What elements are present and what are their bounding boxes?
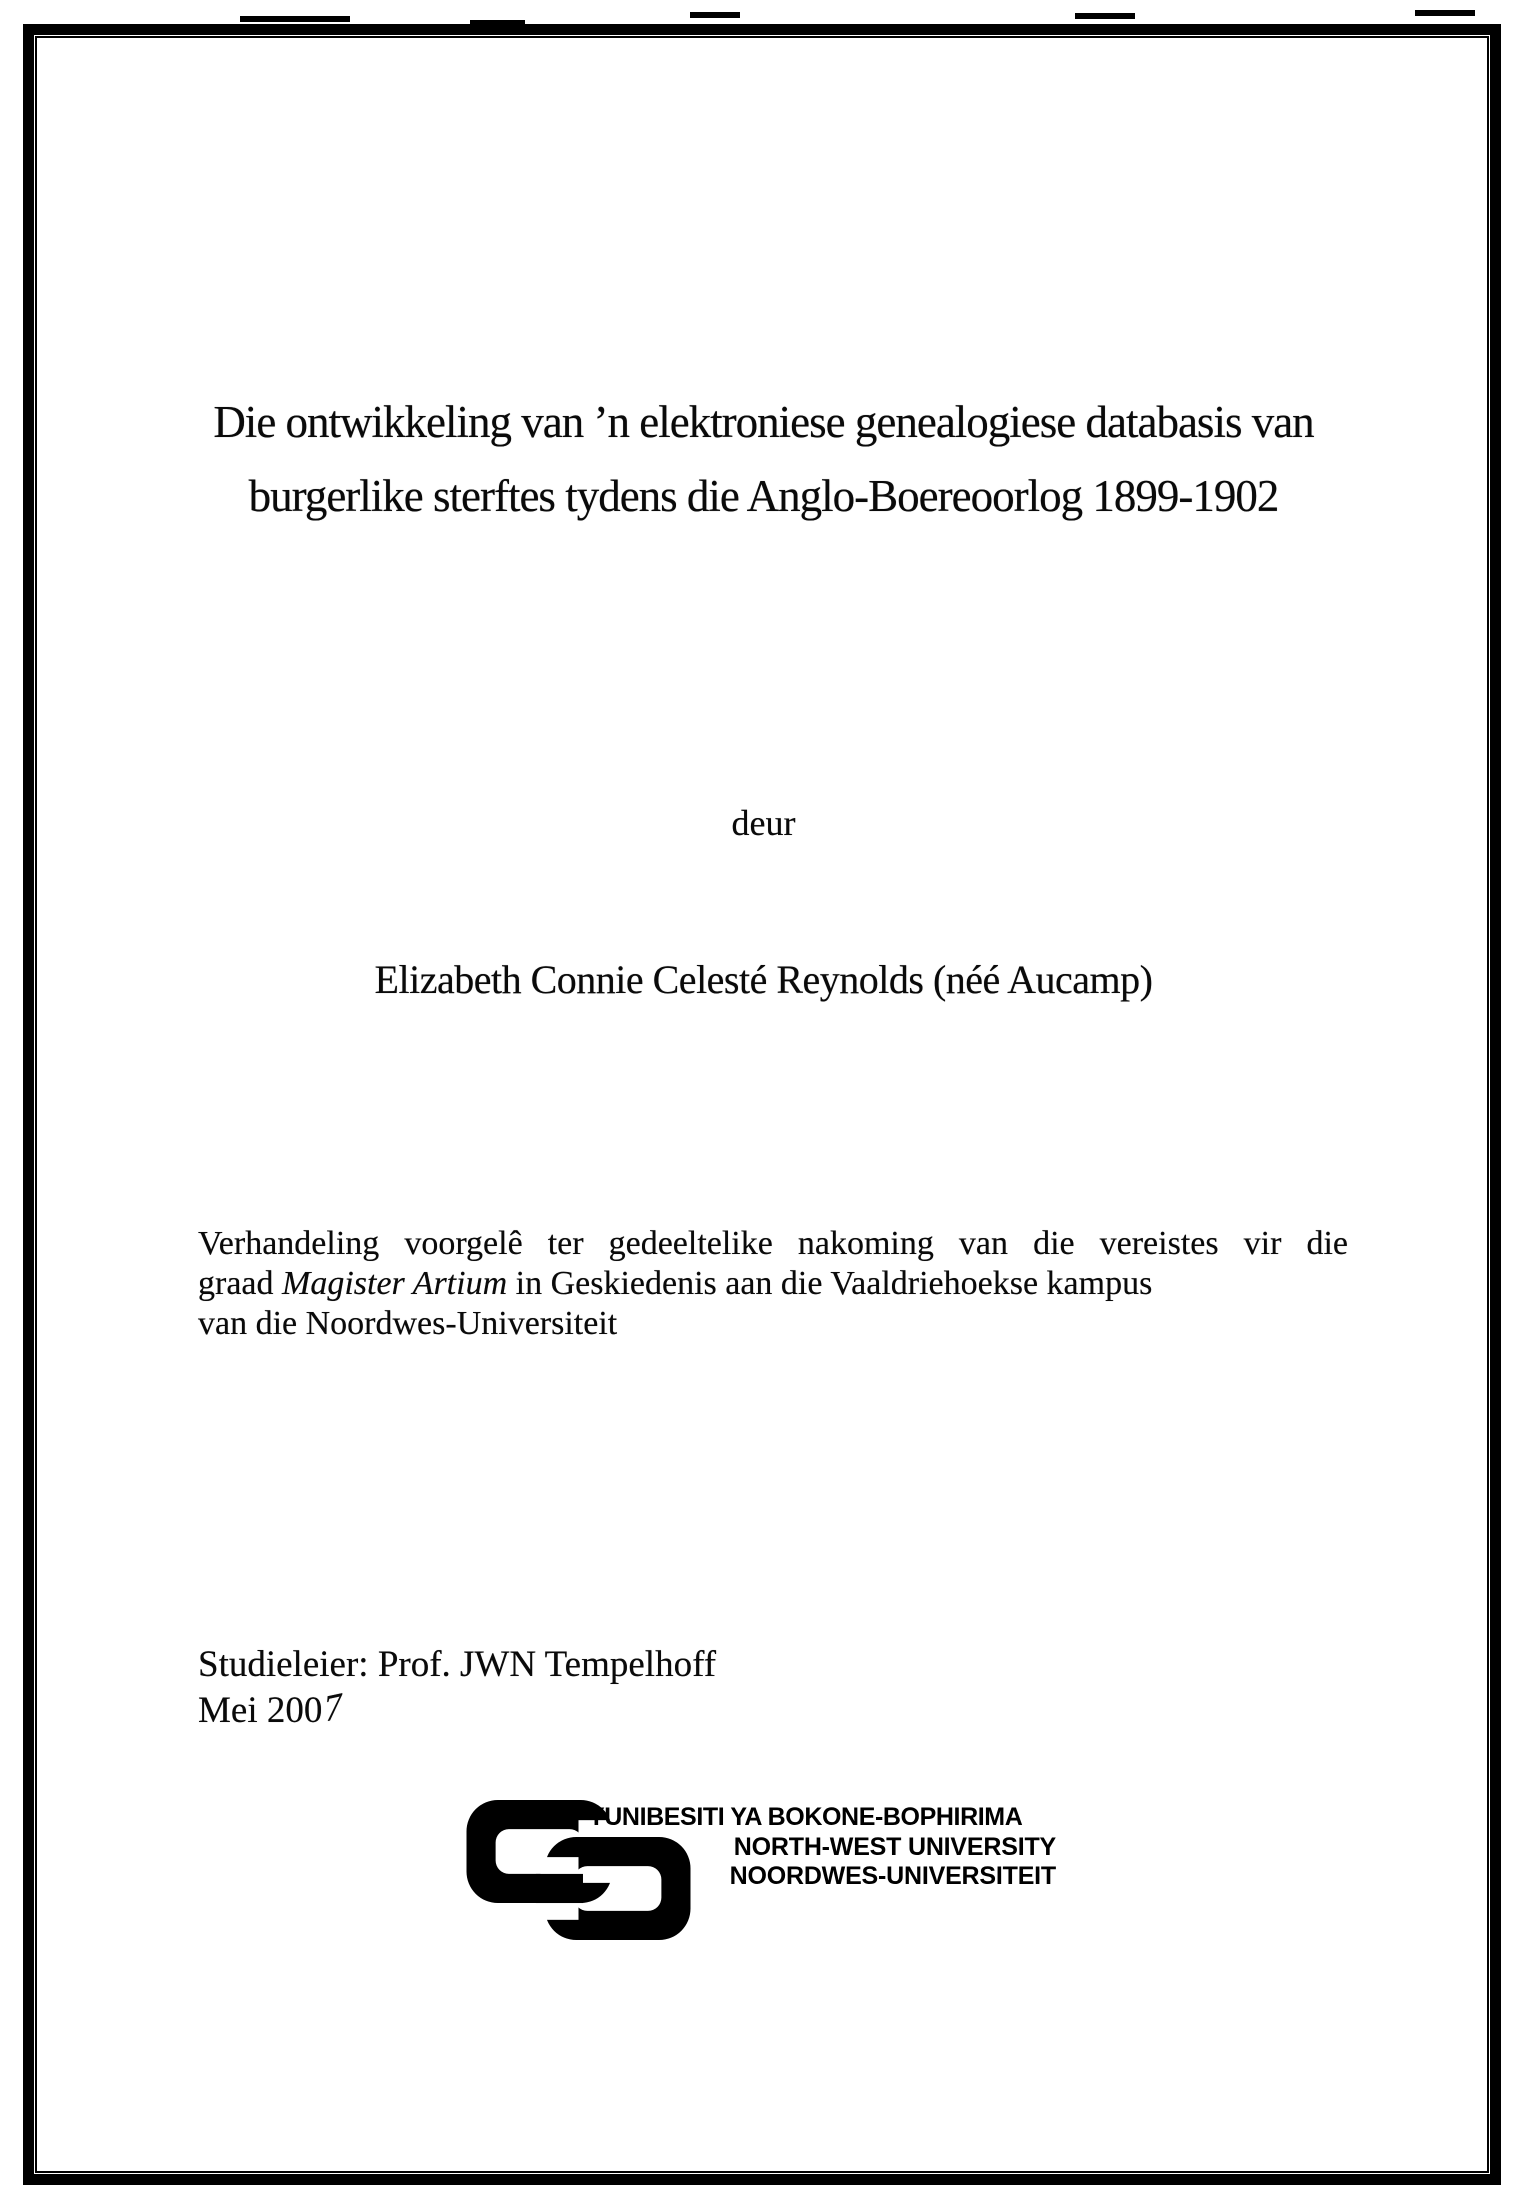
scan-artifact (240, 16, 350, 22)
statement-line-2-pre: graad (198, 1265, 283, 1302)
degree-name-italic: Magister Artium (282, 1265, 508, 1302)
logo-line-setswana: YUNIBESITI YA BOKONE-BOPHIRIMA (588, 1803, 1023, 1831)
scan-artifact (690, 12, 740, 18)
date-prefix: Mei 200 (198, 1690, 323, 1731)
date-final-digit: 7 (323, 1684, 345, 1732)
statement-line-3: van die Noordwes-Universiteit (198, 1305, 618, 1342)
author-name: Elizabeth Connie Celesté Reynolds (néé Aucamp) (374, 957, 1153, 1002)
statement-line-2 (198, 1264, 1348, 1304)
thesis-title-line-1: Die ontwikkeling van ’n elektroniese genealogiese databasis van (213, 397, 1314, 447)
logo-line-english: NORTH-WEST UNIVERSITY (733, 1832, 1056, 1861)
scan-artifact (1075, 13, 1135, 19)
thesis-title-line-2: burgerlike sterftes tydens die Anglo-Boereoorlog 1899-1902 (248, 471, 1279, 521)
logo-line-afrikaans: NOORDWES-UNIVERSITEIT (729, 1862, 1056, 1890)
nwu-logo-wordmark (588, 1803, 1056, 1892)
supervisor-line: Studieleier: Prof. JWN Tempelhoff (198, 1644, 717, 1685)
scan-artifact (1415, 10, 1475, 16)
supervisor-block (198, 1642, 716, 1734)
statement-line-1: Verhandeling voorgelê ter gedeeltelike nakoming van die vereistes vir die (198, 1225, 1348, 1262)
statement-line-2-post: in Geskiedenis aan die Vaaldriehoekse kampus (507, 1265, 1153, 1302)
date-line (198, 1684, 716, 1734)
submission-statement (198, 1224, 1348, 1344)
byline-label: deur (731, 803, 796, 843)
thesis-title (90, 385, 1437, 533)
